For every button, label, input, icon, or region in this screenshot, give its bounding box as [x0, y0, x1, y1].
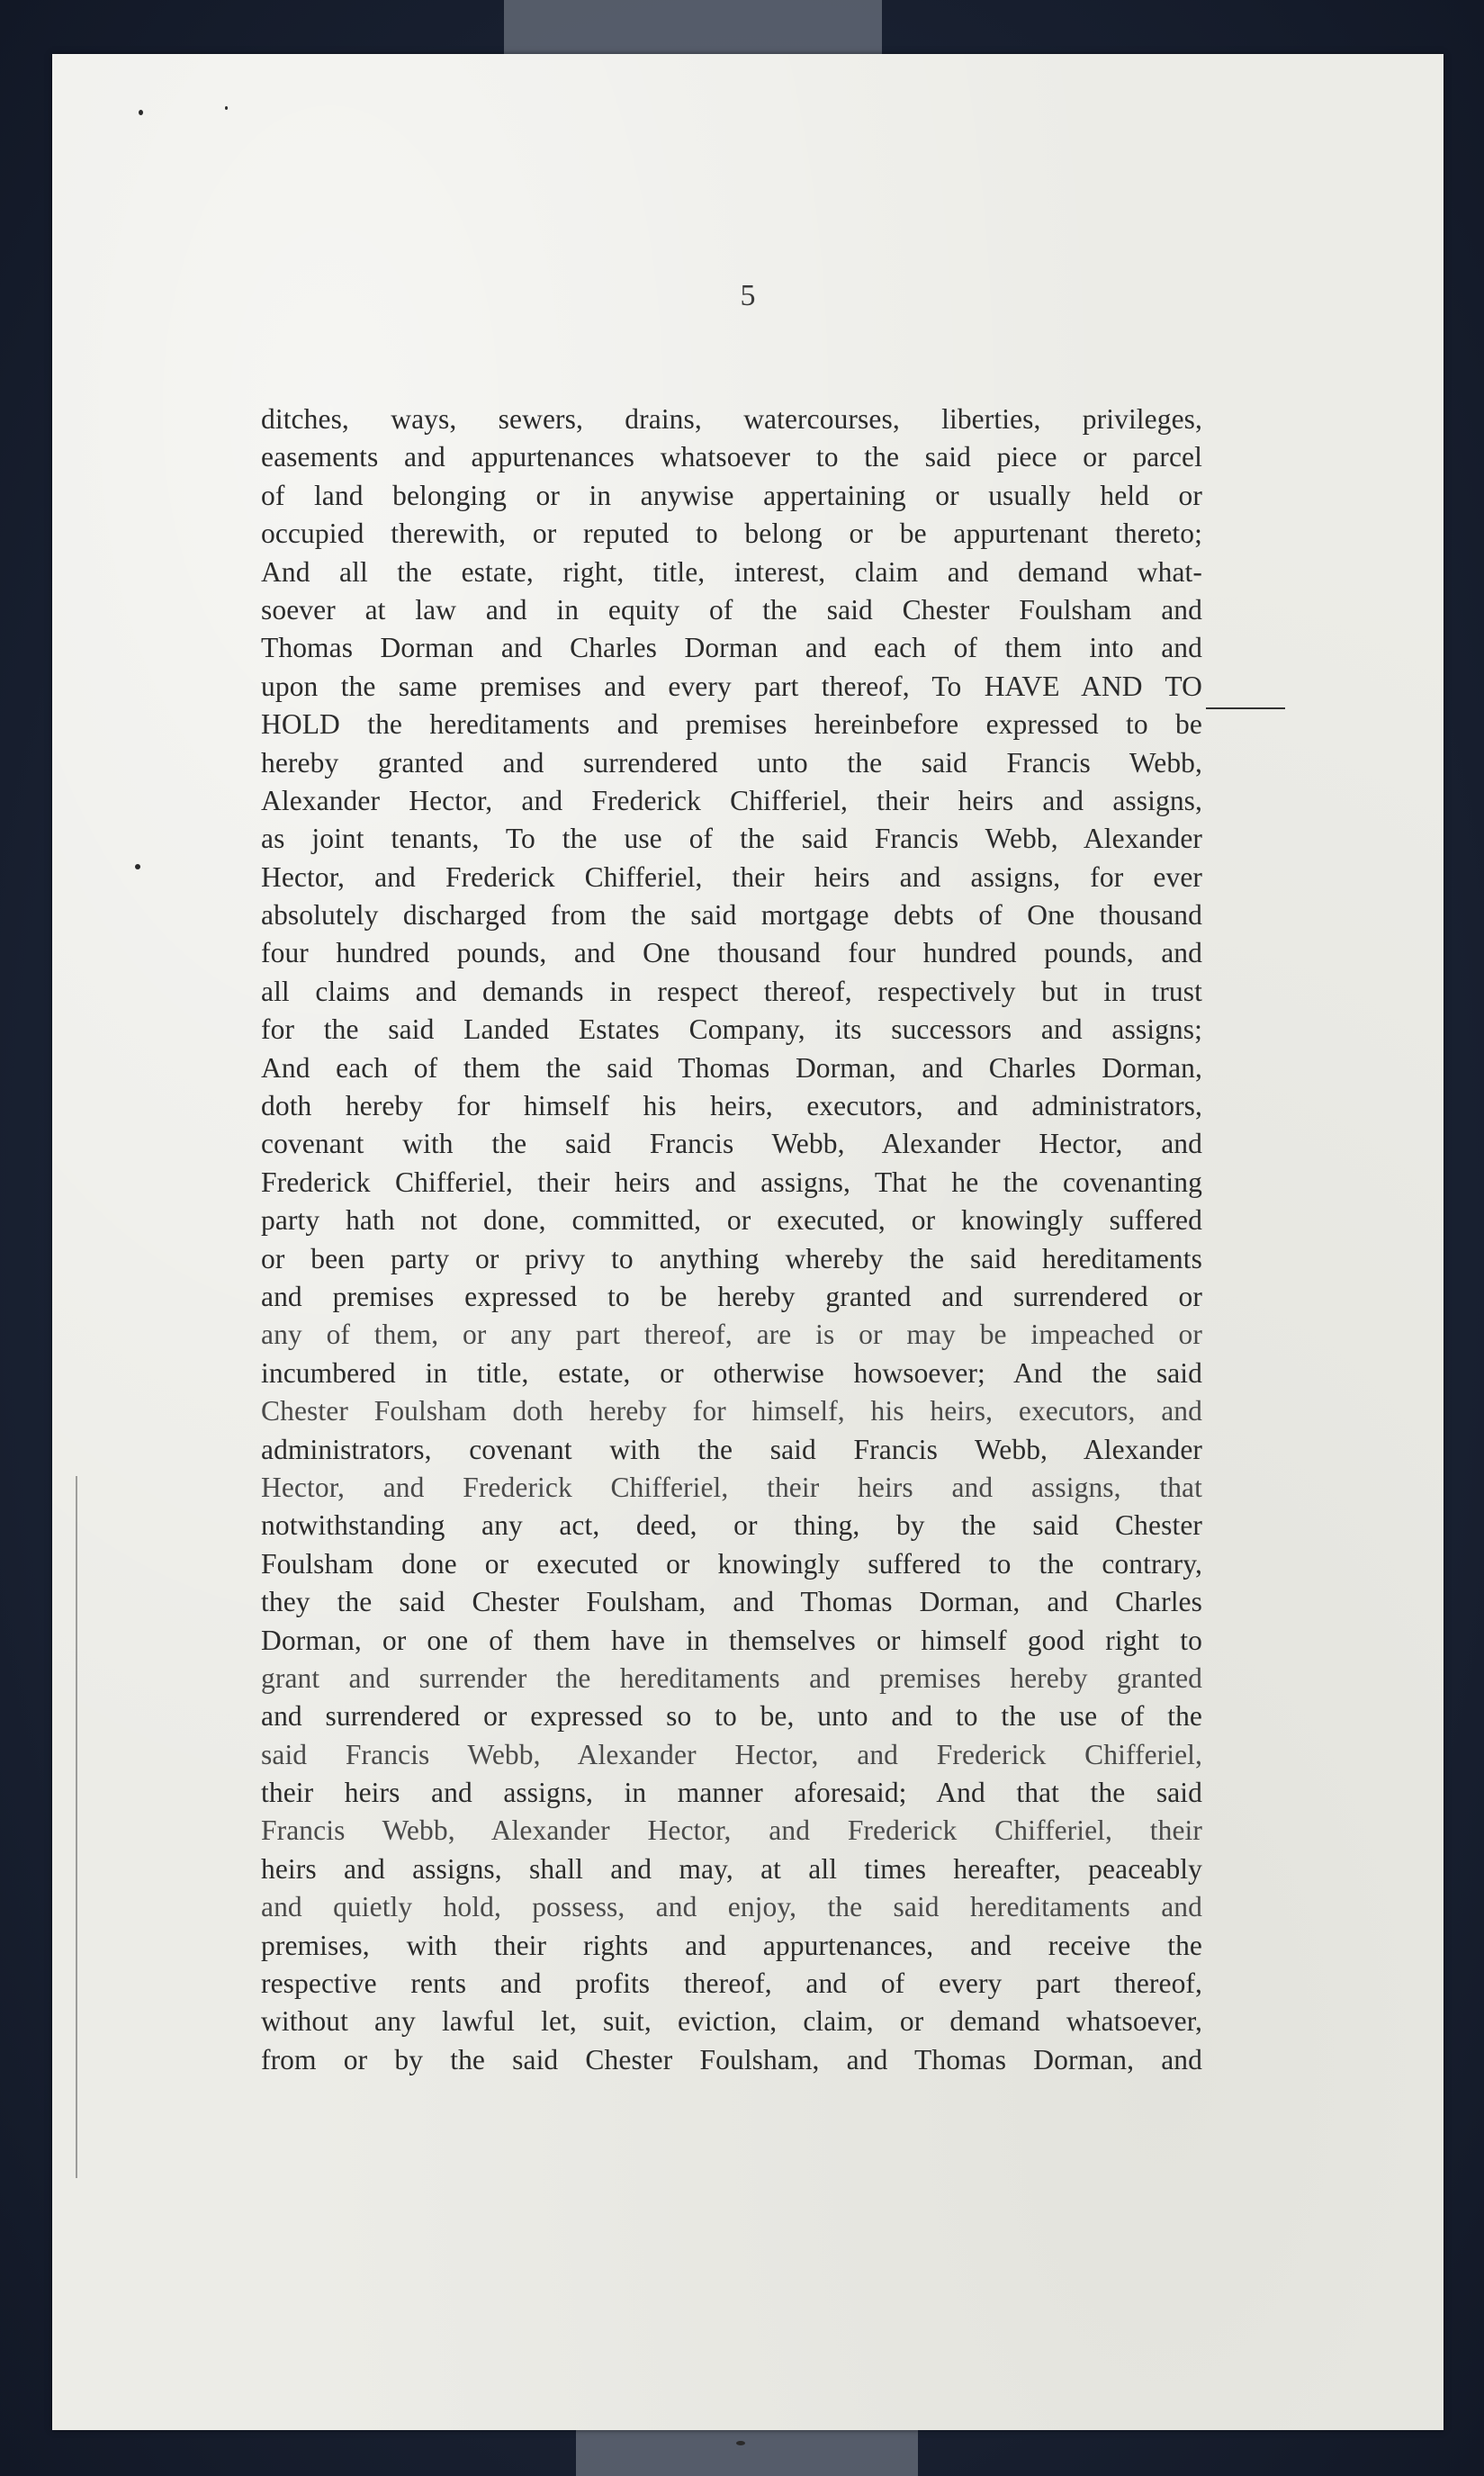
text-line: ditches, ways, sewers, drains, watercourses, liberties, privileges,	[261, 403, 1202, 435]
text-line: all claims and demands in respect thereof, respectively but in trust	[261, 975, 1202, 1007]
text-line: hereby granted and surrendered unto the said Francis Webb,	[261, 746, 1202, 779]
text-line: Hector, and Frederick Chifferiel, their heirs and assigns, that	[261, 1471, 1202, 1503]
speck	[135, 864, 140, 869]
text-line: occupied therewith, or reputed to belong or be appurtenant thereto;	[261, 518, 1202, 550]
text-line: and surrendered or expressed so to be, unto and to the use of the	[261, 1700, 1202, 1733]
text-line: of land belonging or in anywise appertaining or usually held or	[261, 479, 1202, 511]
text-line: they the said Chester Foulsham, and Thomas Dorman, and Charles	[261, 1586, 1202, 1618]
text-line: any of them, or any part thereof, are is or may be impeached or	[261, 1319, 1202, 1351]
text-line: soever at law and in equity of the said Chester Foulsham and	[261, 593, 1202, 626]
text-line: incumbered in title, estate, or otherwise howsoever; And the said	[261, 1356, 1202, 1389]
text-line: grant and surrender the hereditaments and premises hereby granted	[261, 1661, 1202, 1694]
text-line: Dorman, or one of them have in themselves or himself good right to	[261, 1624, 1202, 1656]
text-line: Frederick Chifferiel, their heirs and assigns, That he the covenanting	[261, 1166, 1202, 1198]
text-line: notwithstanding any act, deed, or thing, by the said Chester	[261, 1509, 1202, 1542]
text-line: as joint tenants, To the use of the said Francis Webb, Alexander	[261, 823, 1202, 855]
margin-mark	[1206, 707, 1285, 709]
text-line: And each of them the said Thomas Dorman, and Charles Dorman,	[261, 1051, 1202, 1084]
text-line: Francis Webb, Alexander Hector, and Frederick Chifferiel, their	[261, 1814, 1202, 1847]
text-line: Alexander Hector, and Frederick Chifferiel, their heirs and assigns,	[261, 784, 1202, 816]
text-line: respective rents and profits thereof, and of every part thereof,	[261, 1967, 1202, 2000]
text-line: administrators, covenant with the said Francis Webb, Alexander	[261, 1433, 1202, 1465]
text-line: And all the estate, right, title, interest, claim and demand what-	[261, 555, 1202, 588]
text-line: heirs and assigns, shall and may, at all times hereafter, peaceably	[261, 1852, 1202, 1885]
text-line: Chester Foulsham doth hereby for himself, his heirs, executors, and	[261, 1395, 1202, 1427]
document-page	[52, 54, 1444, 2430]
text-line: said Francis Webb, Alexander Hector, and Frederick Chifferiel,	[261, 1738, 1202, 1770]
text-line: party hath not done, committed, or executed, or knowingly suffered	[261, 1204, 1202, 1237]
page-edge-mark	[76, 1476, 77, 2178]
page-number: 5	[740, 279, 756, 312]
text-line: for the said Landed Estates Company, its successors and assigns;	[261, 1013, 1202, 1046]
text-line: easements and appurtenances whatsoever to the said piece or parcel	[261, 441, 1202, 473]
text-line: Thomas Dorman and Charles Dorman and each of them into and	[261, 632, 1202, 664]
text-line: from or by the said Chester Foulsham, and Thomas Dorman, and	[261, 2043, 1202, 2075]
text-line: premises, with their rights and appurtenances, and receive the	[261, 1929, 1202, 1961]
tape-strip-top	[504, 0, 882, 56]
tape-strip-bottom	[576, 2430, 918, 2476]
speck	[225, 106, 228, 110]
text-line: upon the same premises and every part thereof, To HAVE AND TO	[261, 670, 1202, 702]
text-line: or been party or privy to anything whereby the said hereditaments	[261, 1242, 1202, 1274]
text-line: HOLD the hereditaments and premises hereinbefore expressed to be	[261, 708, 1202, 741]
text-line: Hector, and Frederick Chifferiel, their heirs and assigns, for ever	[261, 860, 1202, 893]
body-text	[261, 401, 1202, 2079]
text-line: absolutely discharged from the said mortgage debts of One thousand	[261, 899, 1202, 932]
speck	[736, 2441, 745, 2445]
text-line: and quietly hold, possess, and enjoy, the said hereditaments and	[261, 1891, 1202, 1923]
text-line: doth hereby for himself his heirs, executors, and administrators,	[261, 1090, 1202, 1122]
text-line: their heirs and assigns, in manner aforesaid; And that the said	[261, 1777, 1202, 1809]
text-line: Foulsham done or executed or knowingly suffered to the contrary,	[261, 1547, 1202, 1580]
speck	[139, 110, 143, 115]
text-line: and premises expressed to be hereby granted and surrendered or	[261, 1280, 1202, 1312]
text-line: without any lawful let, suit, eviction, claim, or demand whatsoever,	[261, 2005, 1202, 2038]
text-line: covenant with the said Francis Webb, Alexander Hector, and	[261, 1128, 1202, 1160]
text-line: four hundred pounds, and One thousand four hundred pounds, and	[261, 937, 1202, 969]
